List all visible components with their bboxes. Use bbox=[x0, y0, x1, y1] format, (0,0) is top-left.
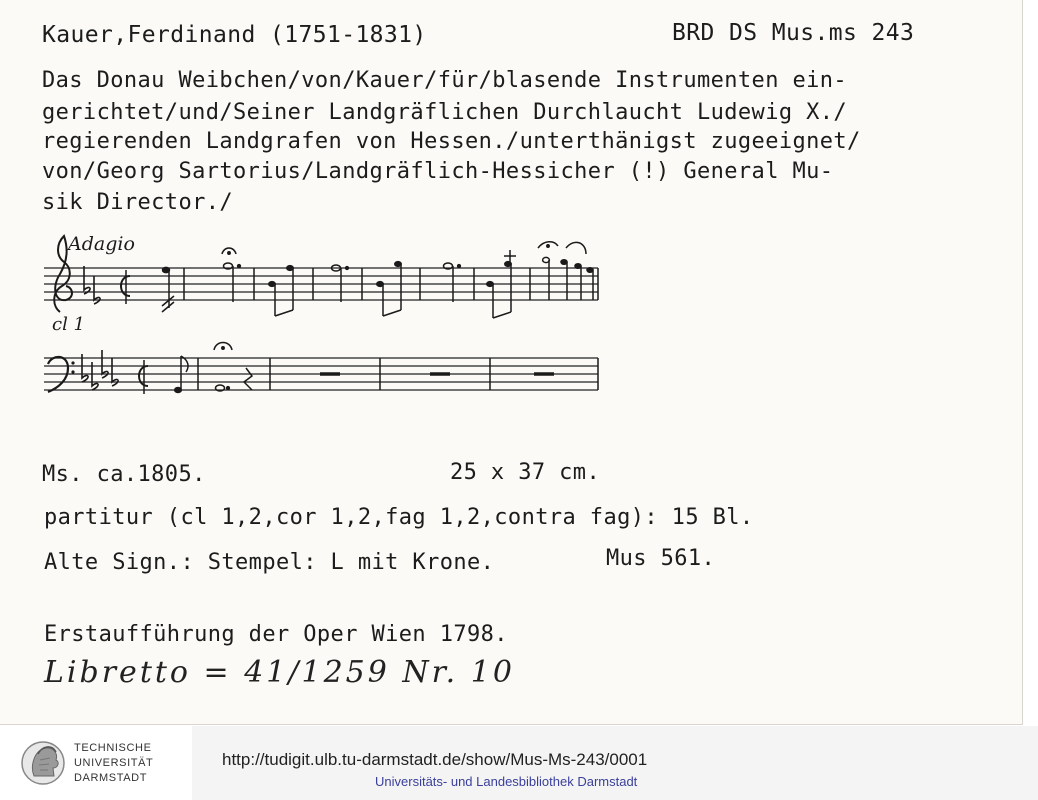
card-shelfmark: BRD DS Mus.ms 243 bbox=[672, 20, 915, 46]
old-signature-line: Alte Sign.: Stempel: L mit Krone. bbox=[44, 550, 495, 575]
document-url-link[interactable]: http://tudigit.ulb.tu-darmstadt.de/show/Mus-Ms-243/0001 bbox=[222, 750, 648, 769]
title-line: von/Georg Sartorius/Landgräflich-Hessicher (!) General Mu- bbox=[42, 159, 834, 184]
bass-clef-dot bbox=[71, 361, 74, 364]
premiere-line: Erstaufführung der Oper Wien 1798. bbox=[44, 622, 508, 647]
parts-line: partitur (cl 1,2,cor 1,2,fag 1,2,contra fag): 15 Bl. bbox=[44, 505, 754, 530]
title-line: sik Director./ bbox=[42, 190, 234, 215]
tempo-label: Adagio bbox=[68, 233, 135, 255]
date-line: Ms. ca.1805. bbox=[42, 462, 206, 487]
institution-name-line: UNIVERSITÄT bbox=[74, 757, 154, 769]
library-name: Universitäts- und Landesbibliothek Darmstadt bbox=[375, 774, 638, 789]
athena-head-logo-icon bbox=[20, 736, 66, 790]
institution-name-line: TECHNISCHE bbox=[74, 742, 152, 754]
music-incipit bbox=[38, 226, 618, 410]
key-signature-flats-lower bbox=[82, 350, 118, 390]
institution-name-line: DARMSTADT bbox=[74, 772, 148, 784]
institution-logo-block bbox=[0, 726, 192, 800]
old-signature-number: Mus 561. bbox=[606, 546, 716, 571]
instrument-label: cl 1 bbox=[52, 314, 86, 335]
upper-melody-notes bbox=[162, 242, 598, 318]
size-line: 25 x 37 cm. bbox=[450, 460, 601, 485]
bass-clef-dot bbox=[71, 370, 74, 373]
footer-bar bbox=[0, 726, 1038, 800]
key-signature-flats bbox=[84, 266, 100, 304]
title-line: regierenden Landgrafen von Hessen./unterthänigst zugeeignet/ bbox=[42, 129, 861, 154]
lower-bass-notes bbox=[175, 343, 598, 393]
title-line: gerichtet/und/Seiner Landgräflichen Durchlaucht Ludewig X./ bbox=[42, 100, 848, 125]
title-line: Das Donau Weibchen/von/Kauer/für/blasende Instrumenten ein- bbox=[42, 68, 848, 93]
libretto-handwritten-note: Libretto = 41/1259 Nr. 10 bbox=[44, 655, 515, 690]
card-author-heading: Kauer,Ferdinand (1751-1831) bbox=[42, 22, 427, 48]
